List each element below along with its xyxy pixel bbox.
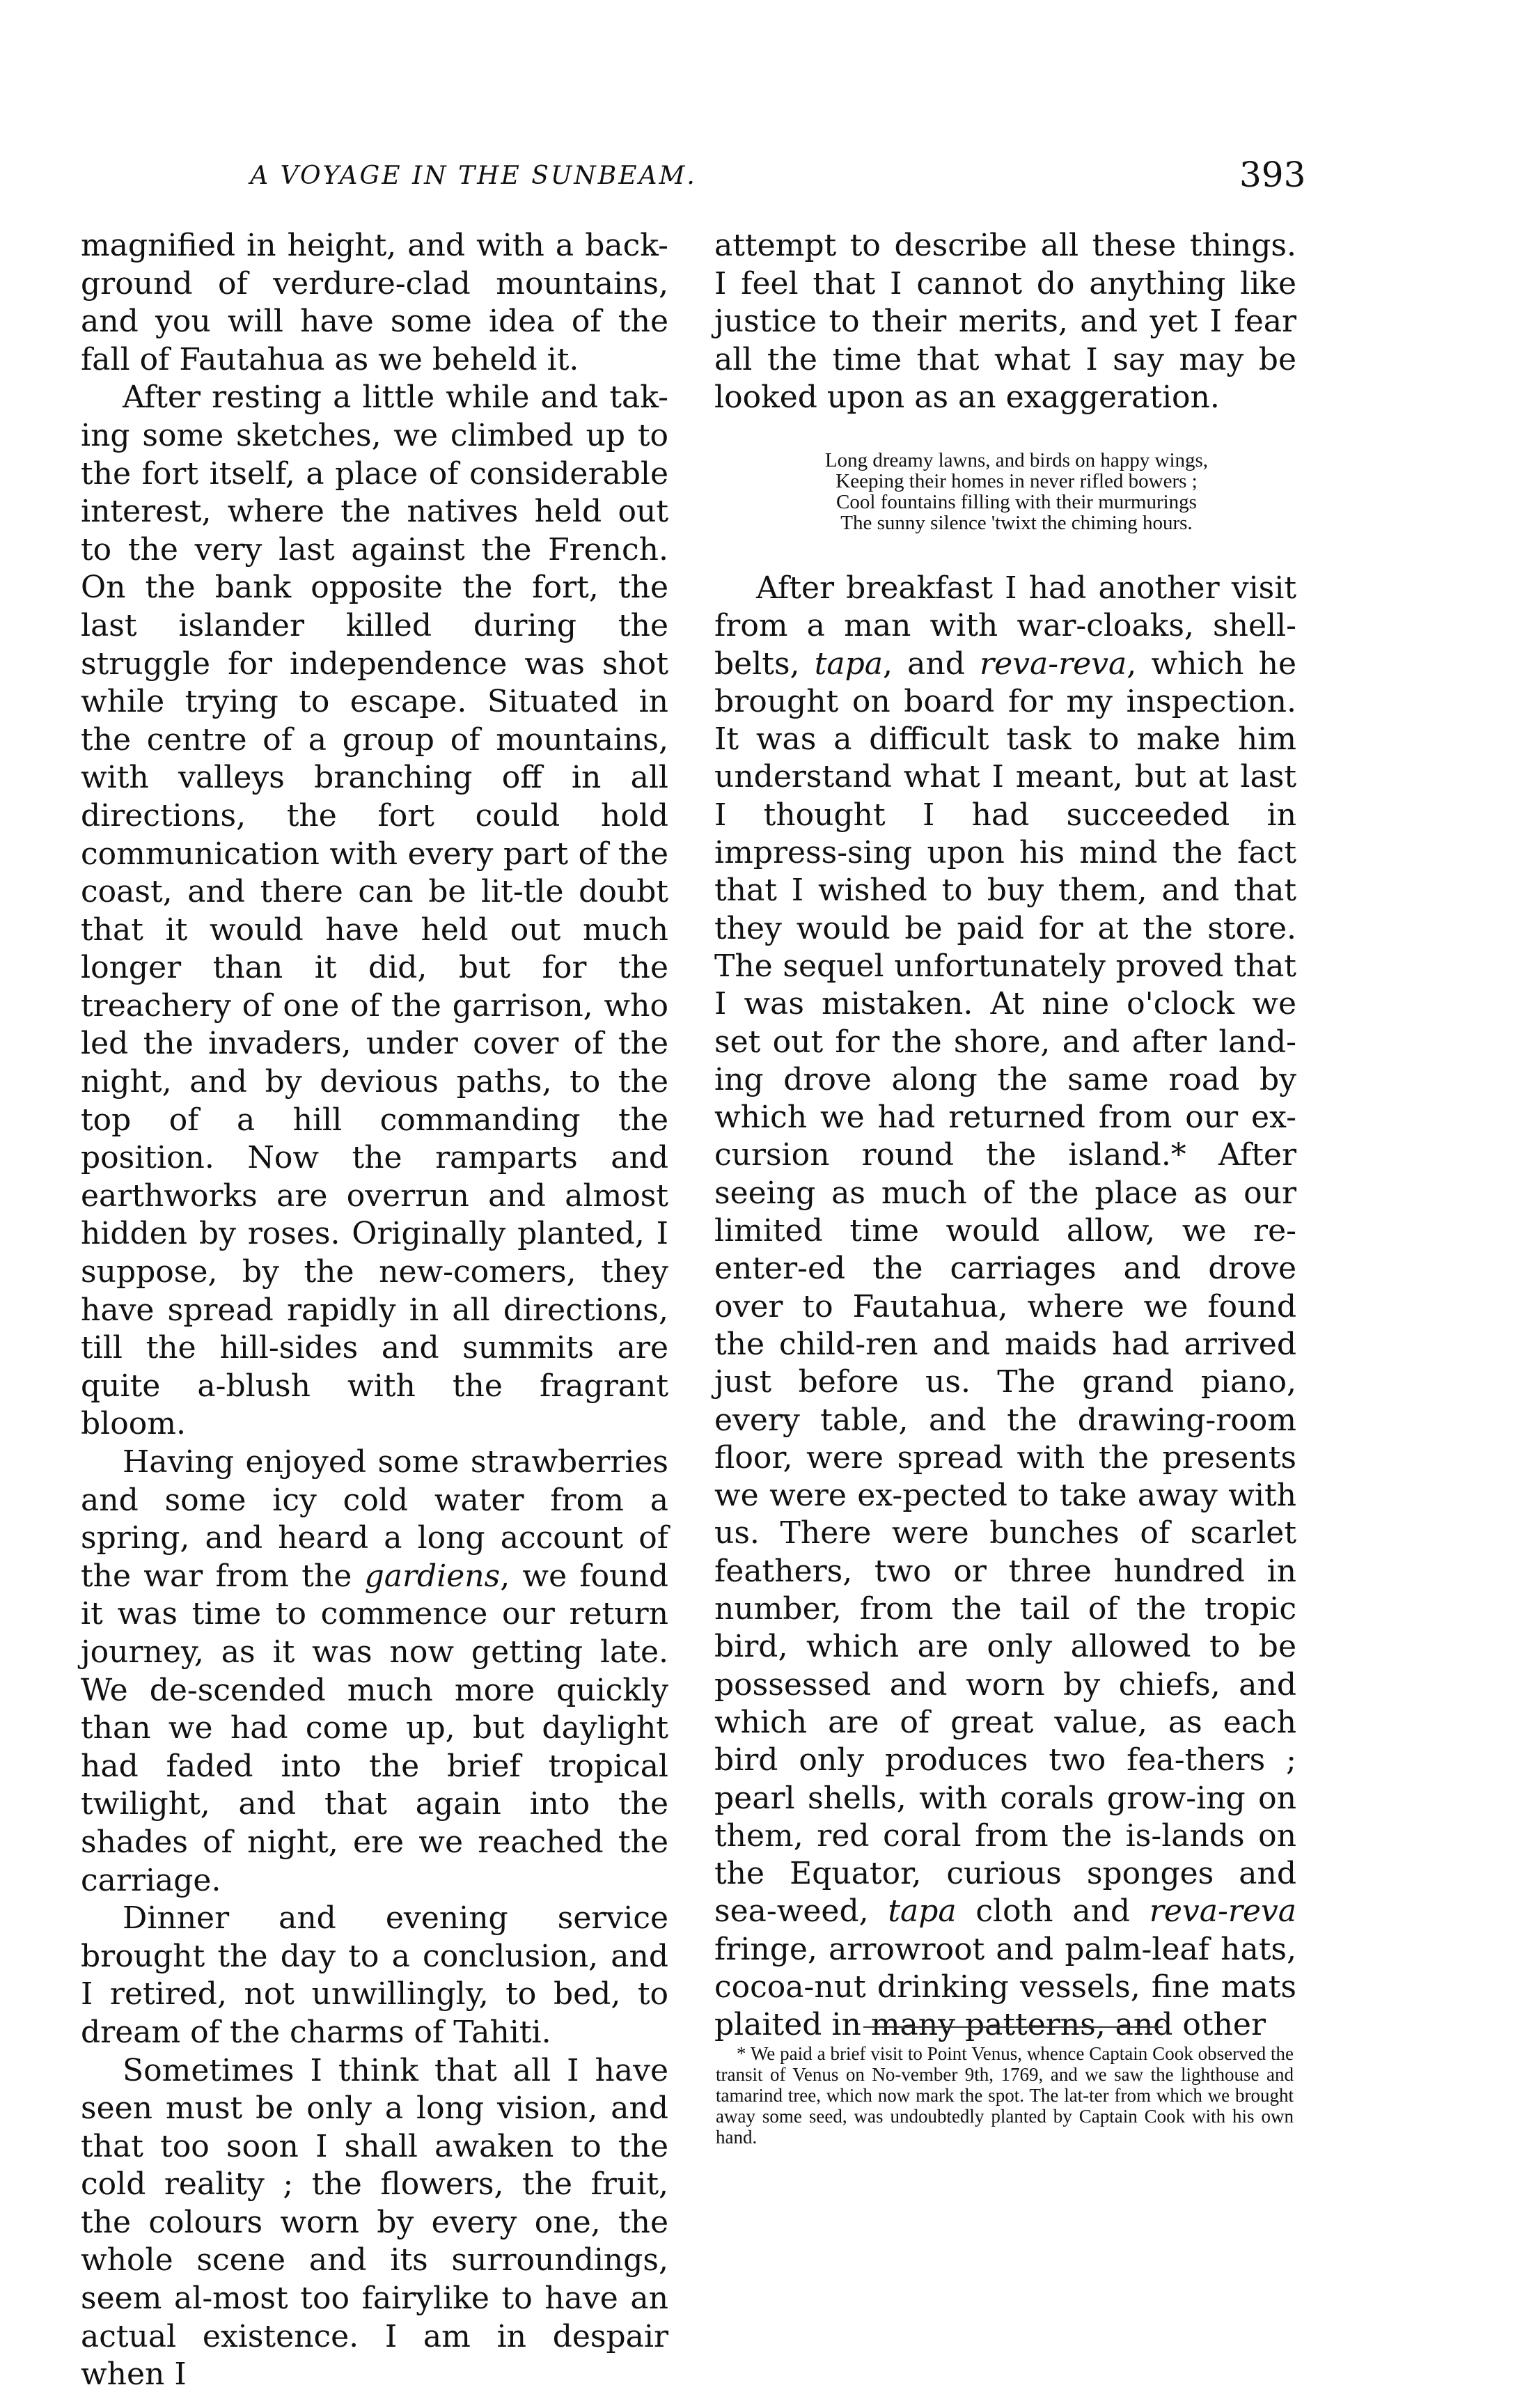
italic-term: reva-reva [1149,1893,1296,1930]
italic-term: tapa [888,1893,957,1930]
right-column-top [714,227,1296,417]
text-span: , we found it was time to commence our return journey, as it was now getting late. We de-scended much more quickly than we had come up, but daylight had faded into the brief tropical twilight, and that again into the shades of night, ere we reached the carriage. [81,1558,668,1898]
text-span: , which he brought on board for my inspection. It was a difficult task to make him understand what I meant, but at last I thought I had succeeded in impress-sing upon his mind the fact that I wished to buy them, and that they would be paid for at the store. The sequel unfortunately proved that I was mistaken. At nine o'clock we set out for the shore, and after land-ing drove along the same road by which we had returned from our ex-cursion round the island.* After seeing as much of the place as our limited time would allow, we re-enter-ed the carriages and drove over to Fautahua, where we found the child-ren and maids had arrived just before us. The grand piano, every table, and the drawing-room floor, were spread with the presents we were ex-pected to take away with us. There were bunches of scarlet feathers, two or three hundred in number, from the tail of the tropic bird, which are only allowed to be possessed and worn by chiefs, and which are of great value, as each bird only produces two fea-thers ; pearl shells, with corals grow-ing on them, red coral from the is-lands on the Equator, curious sponges and sea-weed, [714,646,1296,1930]
text-span: , and [883,646,980,682]
text-span: After breakfast I had another visit from a man with war-cloaks, shell-belts, [714,570,1296,682]
right-column-body [714,570,1296,2045]
page-number: 393 [1239,155,1306,195]
paragraph-continued: magnified in height, and with a back-ground of verdure-clad mountains, and you will have some idea of the fall of Fautahua as we beheld it. [81,228,668,377]
italic-term: tapa [814,646,883,682]
paragraph-dinner: Dinner and evening service brought the day to a conclusion, and I retired, not unwillingly, to bed, to dream of the charms of Tahiti. [81,1900,668,2050]
paragraph-continued-right: attempt to describe all these things. I feel that I cannot do anything like justice to their merits, and yet I fear all the time that what I say may be looked upon as an exaggeration. [714,228,1296,416]
poem-line: Keeping their homes in never rifled bowers ; [835,470,1198,492]
poem-line: The sunny silence 'twixt the chiming hours. [840,512,1193,534]
italic-term: gardiens [364,1558,501,1594]
poem-line: Cool fountains filling with their murmurings [836,491,1197,513]
footnote-text: * We paid a brief visit to Point Venus, whence Captain Cook observed the transit of Venus on No-vember 9th, 1769, and we saw the lighthouse and tamarind tree, which now mark the spot. The lat-ter from which we brought away some seed, was undoubtedly planted by Captain Cook with his own hand. [716,2043,1294,2148]
italic-term: reva-reva [980,646,1127,682]
paragraph-strawberries [81,1444,668,1900]
paragraph-fort: After resting a little while and tak-ing some sketches, we climbed up to the fort itself, a place of considerable interest, where the natives held out to the very last against the French. On the bank opposite the fort, the last islander killed during the struggle for independence was shot while trying to escape. Situated in the centre of a group of mountains, with valleys branching off in all directions, the fort could hold communication with every part of the coast, and there can be lit-tle doubt that it would have held out much longer than it did, but for the treachery of one of the garrison, who led the invaders, under cover of the night, and by devious paths, to the top of a hill commanding the position. Now the ramparts and earthworks are overrun and almost hidden by roses. Originally planted, I suppose, by the new-comers, they have spread rapidly in all directions, till the hill-sides and summits are quite a-blush with the fragrant bloom. [81,380,668,1442]
footnote-rule [863,2026,1163,2028]
poem-quote [738,450,1295,533]
text-span: fringe, arrowroot and palm-leaf hats, cocoa-nut drinking vessels, fine mats plaited in many patterns, and other [714,1931,1296,2043]
paragraph-vision: Sometimes I think that all I have seen must be only a long vision, and that too soon I shall awaken to the cold reality ; the flowers, the fruit, the colours worn by every one, the whole scene and its surroundings, seem al-most too fairylike to have an actual existence. I am in despair when I [81,2052,668,2393]
left-column [81,227,668,2394]
running-title: A VOYAGE IN THE SUNBEAM. [250,162,697,190]
text-span: Having enjoyed some strawberries and some icy cold water from a spring, and heard a long account of the war from the [81,1444,668,1594]
poem-line: Long dreamy lawns, and birds on happy wings, [824,449,1209,471]
text-span: cloth and [956,1893,1150,1930]
footnote [716,2043,1294,2148]
paragraph-breakfast [714,570,1296,2045]
